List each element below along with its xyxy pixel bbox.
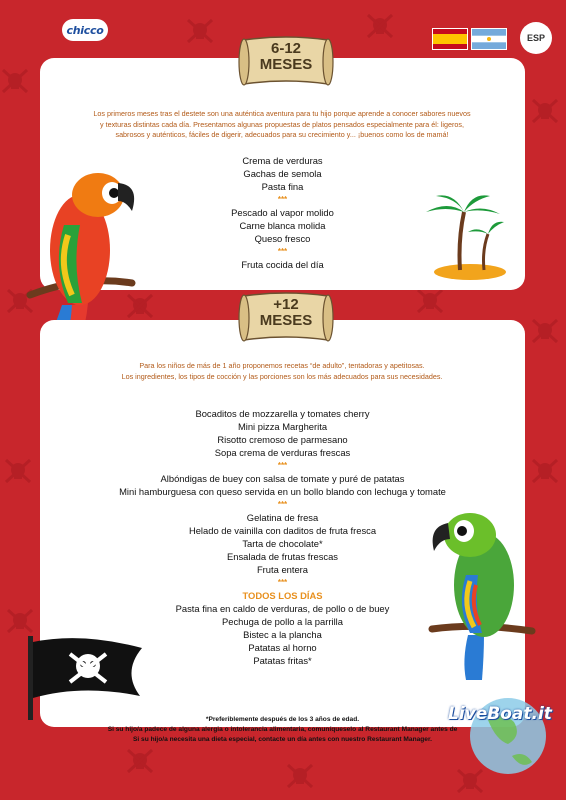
menu-item: Tarta de chocolate* xyxy=(242,538,323,549)
intro-line: Los ingredientes, los tipos de cocción y las porciones son los más adecuados para sus necesidades. xyxy=(121,371,443,381)
liveboat-watermark xyxy=(448,670,558,780)
menu-item: Patatas al horno xyxy=(248,642,317,653)
menu-item: Gachas de semola xyxy=(243,168,322,179)
menu-item: Pasta fina en caldo de verduras, de pollo o de buey xyxy=(175,603,390,614)
scroll-banner-6-12 xyxy=(236,34,336,94)
menu-item: Carne blanca molida xyxy=(239,220,326,231)
menu-separator: *** xyxy=(277,578,288,587)
menu-item: Queso fresco xyxy=(254,233,311,244)
footnote-line: Si su hijo/a padece de alguna alergia o intolerancia alimentaria, comuníqueselo al Restaurant Manager antes de xyxy=(107,726,458,733)
menu-item: Patatas fritas* xyxy=(253,655,312,666)
menu-subheading: TODOS LOS DÍAS xyxy=(242,590,323,601)
menu-item: Pescado al vapor molido xyxy=(231,207,334,218)
section-title-age: +12 xyxy=(273,296,299,313)
flags xyxy=(432,28,507,50)
intro-line: y texturas distintas cada día. Presentamos algunas propuestas de platos pensados especialmente para él: ligeros, xyxy=(100,119,464,129)
intro-line: sabrosos y auténticos, fáciles de digerir, adecuados para su crecimiento y... ¡buenos como los de mamá! xyxy=(115,130,449,139)
menu-item: Helado de vainilla con daditos de fruta fresca xyxy=(188,525,377,536)
menu-item: Gelatina de fresa xyxy=(246,512,319,523)
menu-item: Mini pizza Margherita xyxy=(237,421,328,432)
menu-separator: *** xyxy=(277,461,288,470)
menu-item: Bocaditos de mozzarella y tomates cherry xyxy=(195,408,370,419)
intro-line: Para los niños de más de 1 año proponemos recetas “de adulto”, tentadoras y apetitosas. xyxy=(139,361,425,370)
brand-name: chicco xyxy=(66,23,104,37)
spain-flag-icon xyxy=(432,28,468,50)
section-title-age: 6-12 xyxy=(270,40,302,57)
menu-item: Albóndigas de buey con salsa de tomate y puré de patatas xyxy=(160,473,405,484)
menu-item: Crema de verduras xyxy=(242,155,323,166)
watermark-text: LiveBoat.it xyxy=(448,704,552,724)
language-code: ESP xyxy=(526,33,545,43)
menu-item: Fruta cocida del día xyxy=(241,259,324,270)
pirate-flag-icon xyxy=(22,632,147,722)
intro-line: Los primeros meses tras el destete son una auténtica aventura para tu hijo porque aprende a conocer sabores nuevos xyxy=(93,109,471,118)
menu-separator: *** xyxy=(277,247,288,256)
section-title-unit: MESES xyxy=(259,56,313,73)
menu-item: Ensalada de frutas frescas xyxy=(227,551,338,562)
footnote-line: *Preferiblemente después de los 3 años de edad. xyxy=(205,716,360,723)
menu-item: Sopa crema de verduras frescas xyxy=(214,447,351,458)
menu-separator: *** xyxy=(277,500,288,509)
footnote-line: Si su hijo/a necesita una dieta especial, contacte un día antes con nuestro Restaurant Manager. xyxy=(132,736,432,743)
intro-text-12-plus xyxy=(62,361,502,382)
language-badge[interactable] xyxy=(520,22,552,54)
menu-item: Fruta entera xyxy=(256,564,309,575)
menu-item: Pasta fina xyxy=(261,181,304,192)
menu-separator: *** xyxy=(277,195,288,204)
menu-item: Pechuga de pollo a la parrilla xyxy=(222,616,343,627)
menu-item: Mini hamburguesa con queso servida en un bollo blando con lechuga y tomate xyxy=(119,486,446,497)
section-title-unit: MESES xyxy=(259,312,313,329)
menu-item: Bistec a la plancha xyxy=(243,629,322,640)
globe-icon xyxy=(452,670,558,780)
menu-item: Risotto cremoso de parmesano xyxy=(217,434,348,445)
chicco-logo xyxy=(62,19,108,41)
green-parrot-icon xyxy=(428,505,538,680)
intro-text-6-12 xyxy=(62,109,502,141)
scroll-banner-12-plus xyxy=(236,290,336,350)
argentina-flag-icon xyxy=(471,28,507,50)
palm-island-icon xyxy=(420,190,510,280)
